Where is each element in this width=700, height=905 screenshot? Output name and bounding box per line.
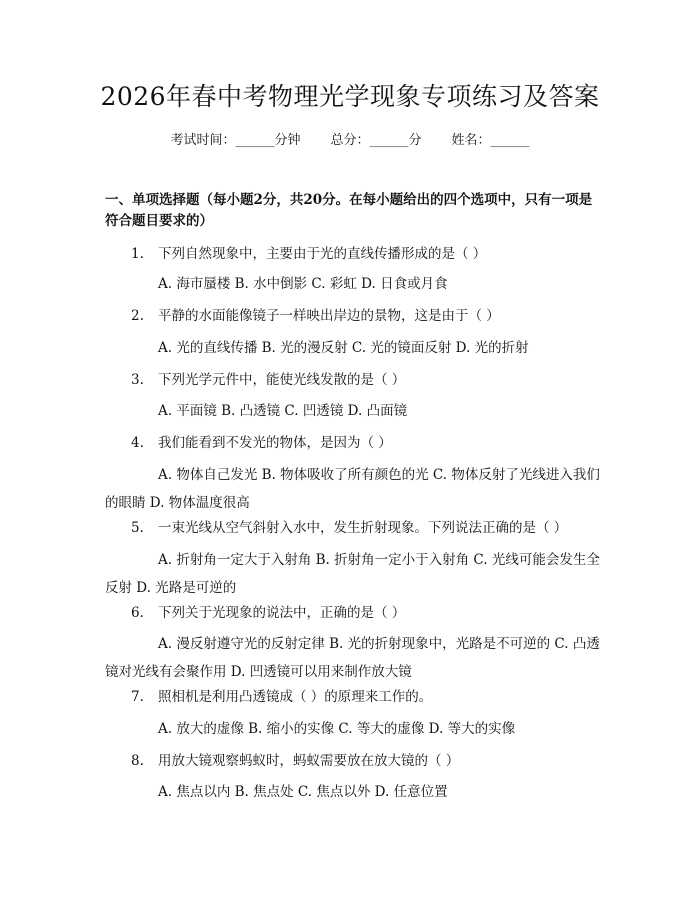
question-stem	[131, 433, 601, 453]
question-stem	[131, 603, 601, 623]
question-options: A. 海市蜃楼 B. 水中倒影 C. 彩虹 D. 日食或月食	[158, 276, 448, 292]
question-stem	[131, 687, 601, 707]
question-number: 6.	[131, 605, 144, 621]
question-stem	[131, 306, 601, 326]
question-number: 1.	[131, 246, 144, 262]
question-text: 我们能看到不发光的物体，是因为（ ）	[158, 435, 392, 451]
question-text: 下列光学元件中，能使光线发散的是（ ）	[158, 372, 406, 388]
total-score: 总分：______分	[330, 133, 422, 148]
question-options: A. 光的直线传播 B. 光的漫反射 C. 光的镜面反射 D. 光的折射	[158, 340, 529, 356]
question-number: 8.	[131, 753, 144, 769]
question-number: 4.	[131, 435, 144, 451]
question-number: 5.	[131, 520, 144, 536]
question-number: 7.	[131, 689, 144, 705]
question-text: 用放大镜观察蚂蚁时，蚂蚁需要放在放大镜的（ ）	[158, 753, 460, 769]
page-title: 2026年春中考物理光学现象专项练习及答案	[100, 82, 600, 111]
exam-time: 考试时间：______分钟	[170, 133, 301, 148]
question-options: A. 折射角一定大于入射角 B. 折射角一定小于入射角 C. 光线可能会发生全反射 D. 光路是可逆的	[105, 552, 600, 596]
question-number: 3.	[131, 372, 144, 388]
question-text: 下列自然现象中，主要由于光的直线传播形成的是（ ）	[158, 246, 487, 262]
question-stem	[131, 244, 601, 264]
question-options: A. 漫反射遵守光的反射定律 B. 光的折射现象中，光路是不可逆的 C. 凸透镜对光线有会聚作用 D. 凹透镜可以用来制作放大镜	[105, 636, 600, 680]
question-text: 一束光线从空气斜射入水中，发生折射现象。下列说法正确的是（ ）	[158, 520, 568, 536]
question-text: 平静的水面能像镜子一样映出岸边的景物，这是由于（ ）	[158, 308, 500, 324]
question-options: A. 物体自己发光 B. 物体吸收了所有颜色的光 C. 物体反射了光线进入我们的眼睛 D. 物体温度很高	[105, 467, 600, 511]
student-name: 姓名：______	[451, 133, 530, 148]
question-stem	[131, 751, 601, 771]
question-options: A. 焦点以内 B. 焦点处 C. 焦点以外 D. 任意位置	[158, 784, 448, 800]
question-stem	[131, 370, 601, 390]
question-stem	[131, 518, 601, 538]
question-number: 2.	[131, 308, 144, 324]
exam-info	[0, 131, 700, 151]
question-text: 下列关于光现象的说法中，正确的是（ ）	[158, 605, 406, 621]
question-text: 照相机是利用凸透镜成（ ）的原理来工作的。	[158, 689, 433, 705]
section-heading: 一、单项选择题（每小题2分，共20分。在每小题给出的四个选项中，只有一项是符合题目要求的）	[105, 192, 593, 229]
question-options: A. 放大的虚像 B. 缩小的实像 C. 等大的虚像 D. 等大的实像	[158, 721, 516, 737]
question-options: A. 平面镜 B. 凸透镜 C. 凹透镜 D. 凸面镜	[158, 403, 408, 419]
